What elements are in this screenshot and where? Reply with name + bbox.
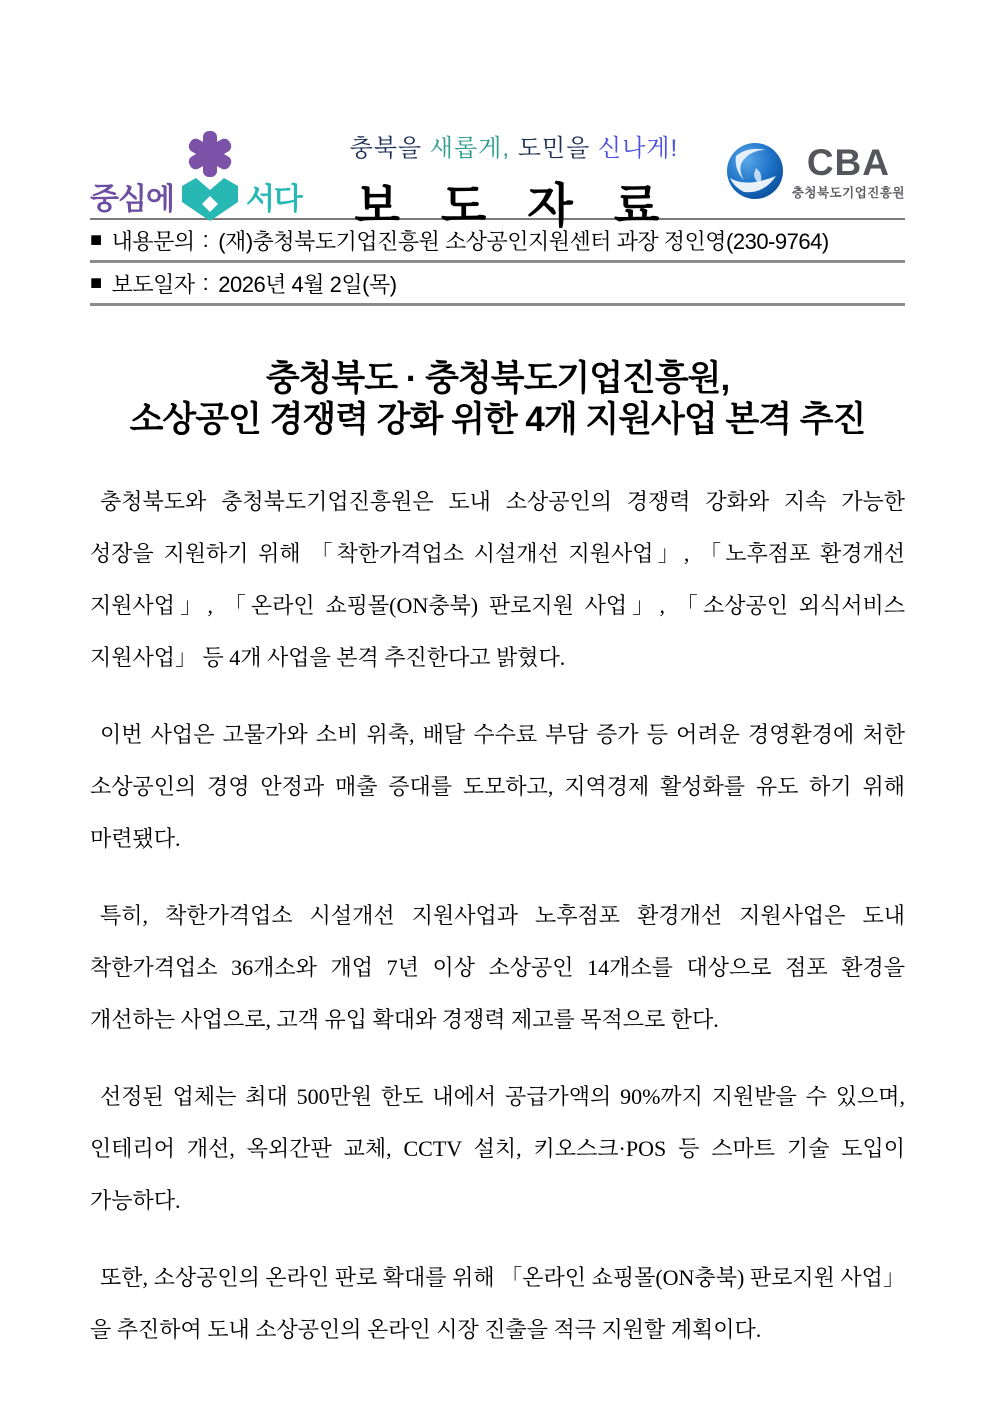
cba-logo — [726, 126, 905, 205]
header — [90, 0, 905, 232]
cba-org-name: 충청북도기업진흥원 — [791, 186, 905, 201]
slogan-part-3: 도민을 — [510, 135, 598, 162]
date-separator: : — [202, 270, 209, 295]
cba-acronym: CBA — [806, 141, 890, 183]
contact-value: (재)충청북도기업진흥원 소상공인지원센터 과장 정인영(230-9764) — [218, 228, 829, 254]
divider-bottom — [90, 303, 905, 306]
body-paragraph-2: 이번 사업은 고물가와 소비 위축, 배달 수수료 부담 증가 등 어려운 경영환경에 처한 소상공인의 경영 안정과 매출 증대를 도모하고, 지역경제 활성화를 유도 하기 위해 마련됐다. — [90, 722, 905, 851]
contact-separator: : — [202, 227, 209, 252]
square-bullet-icon: ■ — [90, 271, 102, 294]
date-value: 2026년 4월 2일(목) — [218, 271, 397, 297]
slogan-part-4: 신나게! — [597, 135, 679, 162]
body-paragraph-4: 선정된 업체는 최대 500만원 한도 내에서 공급가액의 90%까지 지원받을 수 있으며, 인테리어 개선, 옥외간판 교체, CCTV 설치, 키오스크·POS 등 스마트 기술 도입이 가능하다. — [90, 1084, 905, 1213]
info-row-date — [90, 263, 905, 303]
slogan-part-1: 충북을 — [349, 135, 430, 162]
body-paragraph-3: 특히, 착한가격업소 시설개선 지원사업과 노후점포 환경개선 지원사업은 도내 착한가격업소 36개소와 개업 7년 이상 소상공인 14개소를 대상으로 점포 환경을 개선하는 사업으로, 고객 유입 확대와 경쟁력 제고를 목적으로 한다. — [90, 903, 905, 1032]
cba-globe-icon — [726, 142, 784, 205]
square-bullet-icon: ■ — [90, 228, 102, 251]
article-title-line2: 소상공인 경쟁력 강화 위한 4개 지원사업 본격 추진 — [129, 400, 866, 439]
logo-left-text-after: 서다 — [245, 183, 302, 216]
article-title-line1: 충청북도 · 충청북도기업진흥원, — [265, 359, 730, 398]
chungbuk-symbol-icon — [178, 130, 242, 227]
slogan-part-2: 새롭게, — [429, 135, 511, 162]
contact-label: 내용문의 — [111, 228, 195, 254]
article-body — [90, 476, 905, 1356]
article-title — [90, 358, 905, 440]
slogan — [302, 128, 726, 163]
date-label: 보도일자 — [111, 271, 195, 297]
header-center — [302, 126, 726, 236]
logo-left-text-before: 중심에 — [90, 183, 174, 216]
cba-logo-text — [791, 141, 905, 201]
chungbuk-slogan-logo — [90, 126, 302, 227]
body-paragraph-1: 충청북도와 충청북도기업진흥원은 도내 소상공인의 경쟁력 강화와 지속 가능한 성장을 지원하기 위해 「착한가격업소 시설개선 지원사업」, 「노후점포 환경개선 지원사업」, 「온라인 쇼핑몰(ON충북) 판로지원 사업」, 「소상공인 외식서비스 지원사업」 등 4개 사업을 본격 추진한다고 밝혔다. — [90, 489, 905, 670]
body-paragraph-5: 또한, 소상공인의 온라인 판로 확대를 위해 「온라인 쇼핑몰(ON충북) 판로지원 사업」을 추진하여 도내 소상공인의 온라인 시장 진출을 적극 지원할 계획이다. — [90, 1265, 905, 1342]
press-release-title: 보 도 자 료 — [354, 179, 674, 232]
